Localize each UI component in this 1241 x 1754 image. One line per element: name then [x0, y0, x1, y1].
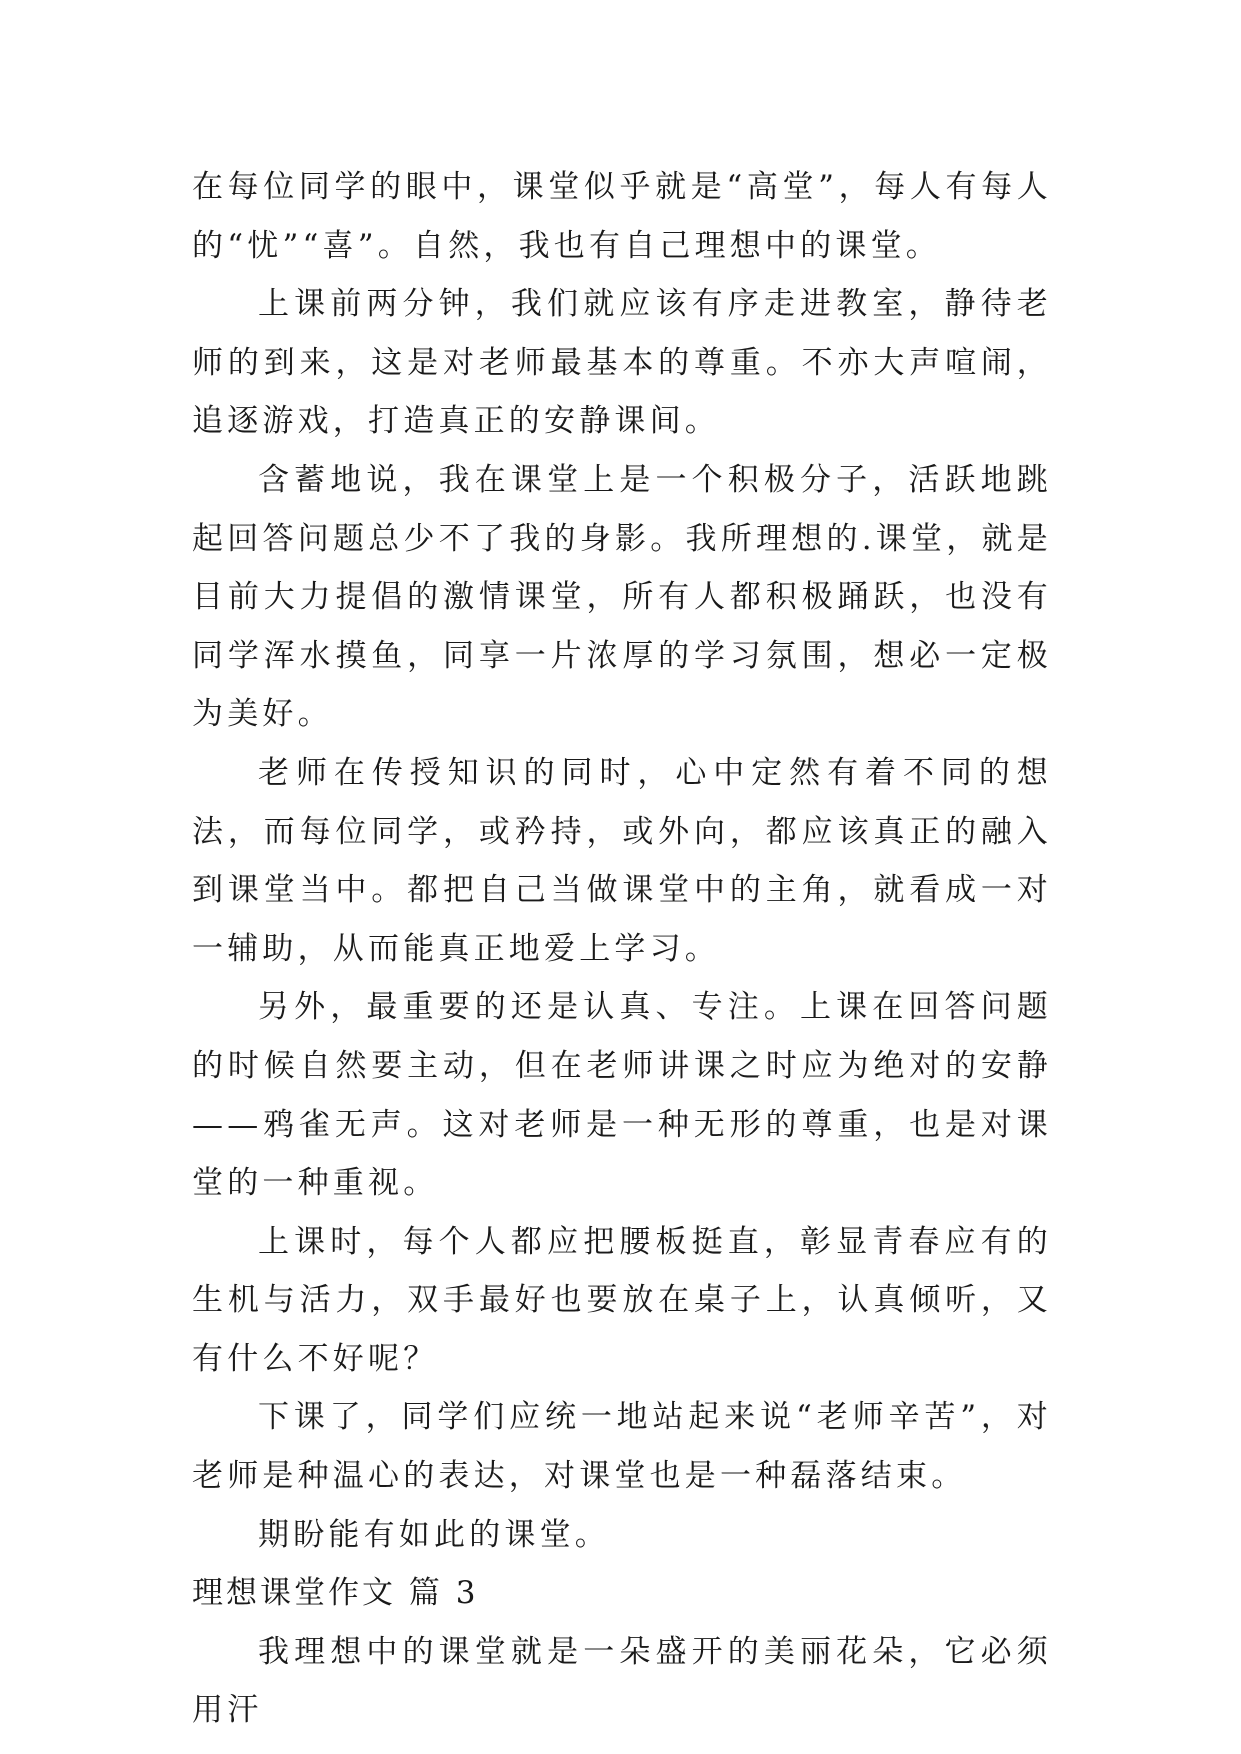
- paragraph: 另外，最重要的还是认真、专注。上课在回答问题的时候自然要主动，但在老师讲课之时应为绝对的安静——鸦雀无声。这对老师是一种无形的尊重，也是对课堂的一种重视。: [192, 989, 1052, 1202]
- paragraph: 下课了，同学们应统一地站起来说“老师辛苦”，对老师是种温心的表达，对课堂也是一种磊落结束。: [192, 1399, 1052, 1495]
- paragraph: 上课时，每个人都应把腰板挺直，彰显青春应有的生机与活力，双手最好也要放在桌子上，认真倾听，又有什么不好呢？: [192, 1223, 1052, 1377]
- document-body: [192, 158, 1052, 1740]
- paragraph: 在每位同学的眼中，课堂似乎就是“高堂”，每人有每人的“忧”“喜”。自然，我也有自己理想中的课堂。: [192, 169, 1052, 264]
- paragraph: 期盼能有如此的课堂。: [258, 1516, 610, 1553]
- paragraph: 含蓄地说，我在课堂上是一个积极分子，活跃地跳起回答问题总少不了我的身影。我所理想的.课堂，就是目前大力提倡的激情课堂，所有人都积极踊跃，也没有同学浑水摸鱼，同享一片浓厚的学习氛围，想必一定极为美好。: [192, 461, 1052, 733]
- paragraph: 我理想中的课堂就是一朵盛开的美丽花朵，它必须用汗: [192, 1633, 1052, 1729]
- paragraph: 老师在传授知识的同时，心中定然有着不同的想法，而每位同学，或矜持，或外向，都应该真正的融入到课堂当中。都把自己当做课堂中的主角，就看成一对一辅助，从而能真正地爱上学习。: [192, 754, 1052, 967]
- paragraph: 上课前两分钟，我们就应该有序走进教室，静待老师的到来，这是对老师最基本的尊重。不亦大声喧闹，追逐游戏，打造真正的安静课间。: [192, 286, 1052, 440]
- section-heading: 理想课堂作文 篇 3: [192, 1575, 479, 1612]
